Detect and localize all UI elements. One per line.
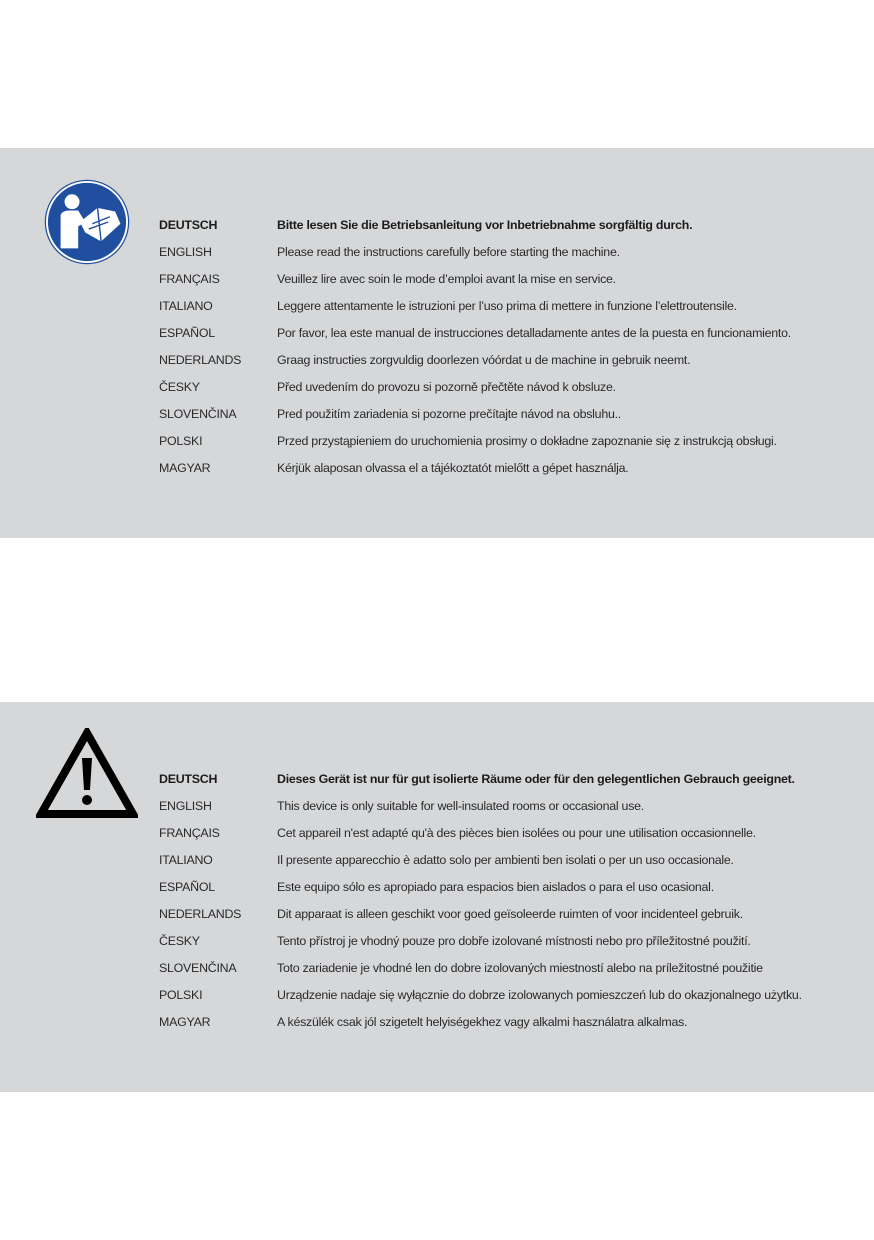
list-item bbox=[159, 765, 869, 792]
warning-language-list bbox=[159, 765, 869, 1035]
list-item bbox=[159, 238, 869, 265]
list-item bbox=[159, 454, 869, 481]
instruction-text: Graag instructies zorgvuldig doorlezen vóórdat u de machine in gebruik neemt. bbox=[277, 352, 691, 367]
list-item bbox=[159, 292, 869, 319]
warning-text: Dit apparaat is alleen geschikt voor goed geïsoleerde ruimten of voor incidenteel gebruik. bbox=[277, 906, 743, 921]
language-label: FRANÇAIS bbox=[159, 271, 220, 286]
language-label: MAGYAR bbox=[159, 1014, 211, 1029]
language-label: NEDERLANDS bbox=[159, 906, 242, 921]
instruction-text: Pred použitím zariadenia si pozorne prečítajte návod na obsluhu.. bbox=[277, 406, 621, 421]
list-item bbox=[159, 927, 869, 954]
warning-text: Dieses Gerät ist nur für gut isolierte Räume oder für den gelegentlichen Gebrauch geeignet. bbox=[277, 771, 795, 786]
list-item bbox=[159, 427, 869, 454]
instruction-text: Veuillez lire avec soin le mode d’emploi avant la mise en service. bbox=[277, 271, 616, 286]
warning-panel bbox=[0, 702, 874, 1092]
list-item bbox=[159, 346, 869, 373]
language-label: ESPAÑOL bbox=[159, 325, 215, 340]
language-label: DEUTSCH bbox=[159, 217, 218, 232]
read-manual-icon bbox=[43, 178, 131, 266]
language-label: SLOVENČINA bbox=[159, 960, 237, 975]
instruction-text: Por favor, lea este manual de instrucciones detalladamente antes de la puesta en funcionamiento. bbox=[277, 325, 791, 340]
manual-language-list bbox=[159, 211, 869, 481]
warning-text: Urządzenie nadaje się wyłącznie do dobrze izolowanych pomieszczeń lub do okazjonalnego użytku. bbox=[277, 987, 802, 1002]
language-label: ČESKY bbox=[159, 933, 200, 948]
instruction-text: Bitte lesen Sie die Betriebsanleitung vor Inbetriebnahme sorgfältig durch. bbox=[277, 217, 693, 232]
language-label: MAGYAR bbox=[159, 460, 211, 475]
warning-text: Cet appareil n'est adapté qu'à des pièces bien isolées ou pour une utilisation occasionnelle. bbox=[277, 825, 756, 840]
instruction-text: Please read the instructions carefully before starting the machine. bbox=[277, 244, 620, 259]
list-item bbox=[159, 400, 869, 427]
list-item bbox=[159, 846, 869, 873]
warning-triangle-icon bbox=[36, 728, 138, 820]
language-label: ITALIANO bbox=[159, 298, 213, 313]
list-item bbox=[159, 792, 869, 819]
language-label: ČESKY bbox=[159, 379, 200, 394]
language-label: SLOVENČINA bbox=[159, 406, 237, 421]
instruction-text: Kérjük alaposan olvassa el a tájékoztatót mielőtt a gépet használja. bbox=[277, 460, 629, 475]
language-label: POLSKI bbox=[159, 433, 203, 448]
warning-text: This device is only suitable for well-insulated rooms or occasional use. bbox=[277, 798, 644, 813]
list-item bbox=[159, 900, 869, 927]
language-label: ENGLISH bbox=[159, 244, 212, 259]
list-item bbox=[159, 981, 869, 1008]
list-item bbox=[159, 265, 869, 292]
warning-text: Il presente apparecchio è adatto solo per ambienti ben isolati o per un uso occasionale. bbox=[277, 852, 734, 867]
list-item bbox=[159, 1008, 869, 1035]
instruction-text: Leggere attentamente le istruzioni per l’uso prima di mettere in funzione l’elettroutensile. bbox=[277, 298, 737, 313]
warning-text: A készülék csak jól szigetelt helyiségekhez vagy alkalmi használatra alkalmas. bbox=[277, 1014, 688, 1029]
language-label: DEUTSCH bbox=[159, 771, 218, 786]
instruction-text: Před uvedením do provozu si pozorně přečtěte návod k obsluze. bbox=[277, 379, 616, 394]
warning-text: Toto zariadenie je vhodné len do dobre izolovaných miestností alebo na príležitostné použitie bbox=[277, 960, 763, 975]
language-label: ENGLISH bbox=[159, 798, 212, 813]
language-label: NEDERLANDS bbox=[159, 352, 242, 367]
list-item bbox=[159, 873, 869, 900]
list-item bbox=[159, 819, 869, 846]
language-label: POLSKI bbox=[159, 987, 203, 1002]
language-label: ESPAÑOL bbox=[159, 879, 215, 894]
list-item bbox=[159, 954, 869, 981]
list-item bbox=[159, 319, 869, 346]
warning-text: Este equipo sólo es apropiado para espacios bien aislados o para el uso ocasional. bbox=[277, 879, 714, 894]
language-label: FRANÇAIS bbox=[159, 825, 220, 840]
list-item bbox=[159, 373, 869, 400]
warning-text: Tento přístroj je vhodný pouze pro dobře izolované místnosti nebo pro příležitostné použití. bbox=[277, 933, 751, 948]
read-manual-panel bbox=[0, 148, 874, 538]
list-item bbox=[159, 211, 869, 238]
instruction-text: Przed przystąpieniem do uruchomienia prosimy o dokładne zapoznanie się z instrukcją obsługi. bbox=[277, 433, 777, 448]
language-label: ITALIANO bbox=[159, 852, 213, 867]
